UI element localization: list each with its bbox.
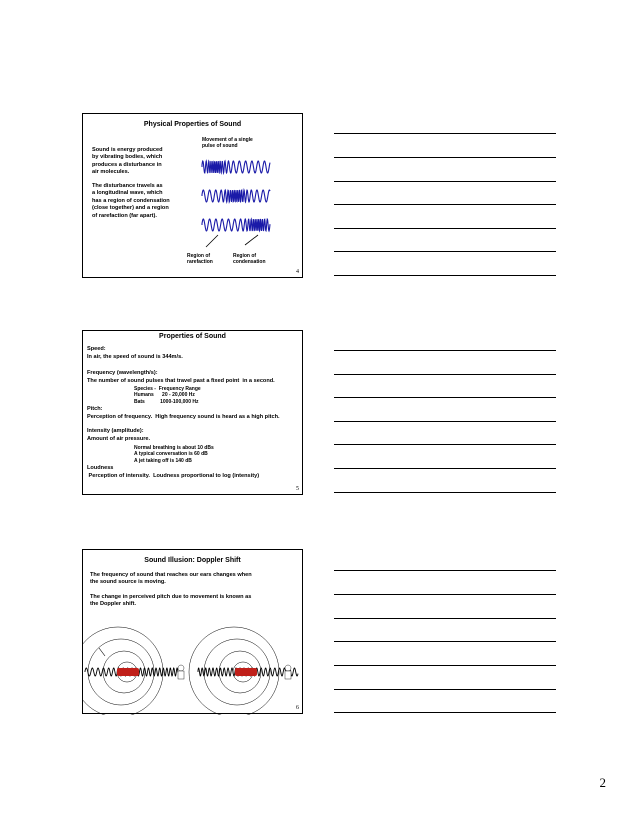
rarefaction-label: Region of rarefaction xyxy=(187,253,213,266)
pulse-label: Movement of a single pulse of sound xyxy=(202,137,253,150)
note-line xyxy=(334,275,556,276)
slide-title: Sound Illusion: Doppler Shift xyxy=(144,557,241,564)
wave-1 xyxy=(202,161,270,173)
slide-physical-properties xyxy=(82,113,303,278)
rarefaction-pointer xyxy=(206,235,218,247)
doppler-illustration xyxy=(83,550,304,715)
paragraph-energy: Sound is energy produced by vibrating bodies, which produces a disturbance in air molecules. xyxy=(92,147,163,176)
pitch-text: Perception of frequency. High frequency sound is heard as a high pitch. xyxy=(87,414,280,420)
car-right xyxy=(235,668,257,676)
frequency-heading: Frequency (wavelength/s): xyxy=(87,370,158,376)
loudness-text: Perception of intensity. Loudness proportional to log (intensity) xyxy=(87,473,260,479)
intensity-heading: Intensity (amplitude): xyxy=(87,428,144,434)
wave-2 xyxy=(202,190,270,202)
note-line xyxy=(334,468,556,469)
paragraph-doppler-definition: The change in perceived pitch due to movement is known as the Doppler shift. xyxy=(90,594,252,608)
motion-arrow xyxy=(99,648,105,656)
listener-right-body xyxy=(285,671,291,679)
note-line xyxy=(334,689,556,690)
slide-number: 6 xyxy=(296,705,299,711)
note-line xyxy=(334,665,556,666)
slide-title: Properties of Sound xyxy=(159,333,226,340)
note-line xyxy=(334,133,556,134)
loudness-heading: Loudness xyxy=(87,465,114,471)
slide-number: 5 xyxy=(296,486,299,492)
paragraph-frequency-change: The frequency of sound that reaches our ears changes when the sound source is moving. xyxy=(90,572,252,586)
slide-number: 4 xyxy=(296,269,299,275)
note-line xyxy=(334,492,556,493)
condensation-pointer xyxy=(245,235,258,245)
listener-left-head xyxy=(178,665,184,671)
note-line xyxy=(334,374,556,375)
note-line xyxy=(334,251,556,252)
condensation-label: Region of condensation xyxy=(233,253,266,266)
slide-title: Physical Properties of Sound xyxy=(143,121,242,128)
intensity-text: Amount of air pressure. xyxy=(87,436,151,442)
note-line xyxy=(334,350,556,351)
pitch-heading: Pitch: xyxy=(87,406,103,412)
note-line xyxy=(334,228,556,229)
note-line xyxy=(334,157,556,158)
paragraph-disturbance: The disturbance travels as a longitudinal wave, which has a region of condensation (close together) and a region of rarefaction (far apart). xyxy=(92,183,170,219)
note-line xyxy=(334,712,556,713)
note-line xyxy=(334,397,556,398)
listener-right-head xyxy=(285,665,291,671)
note-line xyxy=(334,181,556,182)
note-line xyxy=(334,570,556,571)
speed-heading: Speed: xyxy=(87,346,106,352)
slide-doppler-shift xyxy=(82,549,303,714)
car-left xyxy=(117,668,139,676)
note-line xyxy=(334,204,556,205)
wave-3 xyxy=(202,219,270,231)
note-line xyxy=(334,421,556,422)
note-line xyxy=(334,618,556,619)
slide-properties-of-sound xyxy=(82,330,303,495)
note-line xyxy=(334,594,556,595)
frequency-text: The number of sound pulses that travel past a fixed point in a second. xyxy=(87,378,275,384)
note-line xyxy=(334,444,556,445)
listener-left-body xyxy=(178,671,184,679)
note-line xyxy=(334,641,556,642)
page-number: 2 xyxy=(599,775,606,790)
frequency-table: Species - Frequency Range Humans 20 - 20,000 Hz Bats 1000-100,000 Hz xyxy=(134,386,201,405)
speed-text: In air, the speed of sound is 344m/s. xyxy=(87,354,183,360)
intensity-table: Normal breathing is about 10 dBs A typical conversation is 60 dB A jet taking off is 140 dB xyxy=(134,445,214,464)
